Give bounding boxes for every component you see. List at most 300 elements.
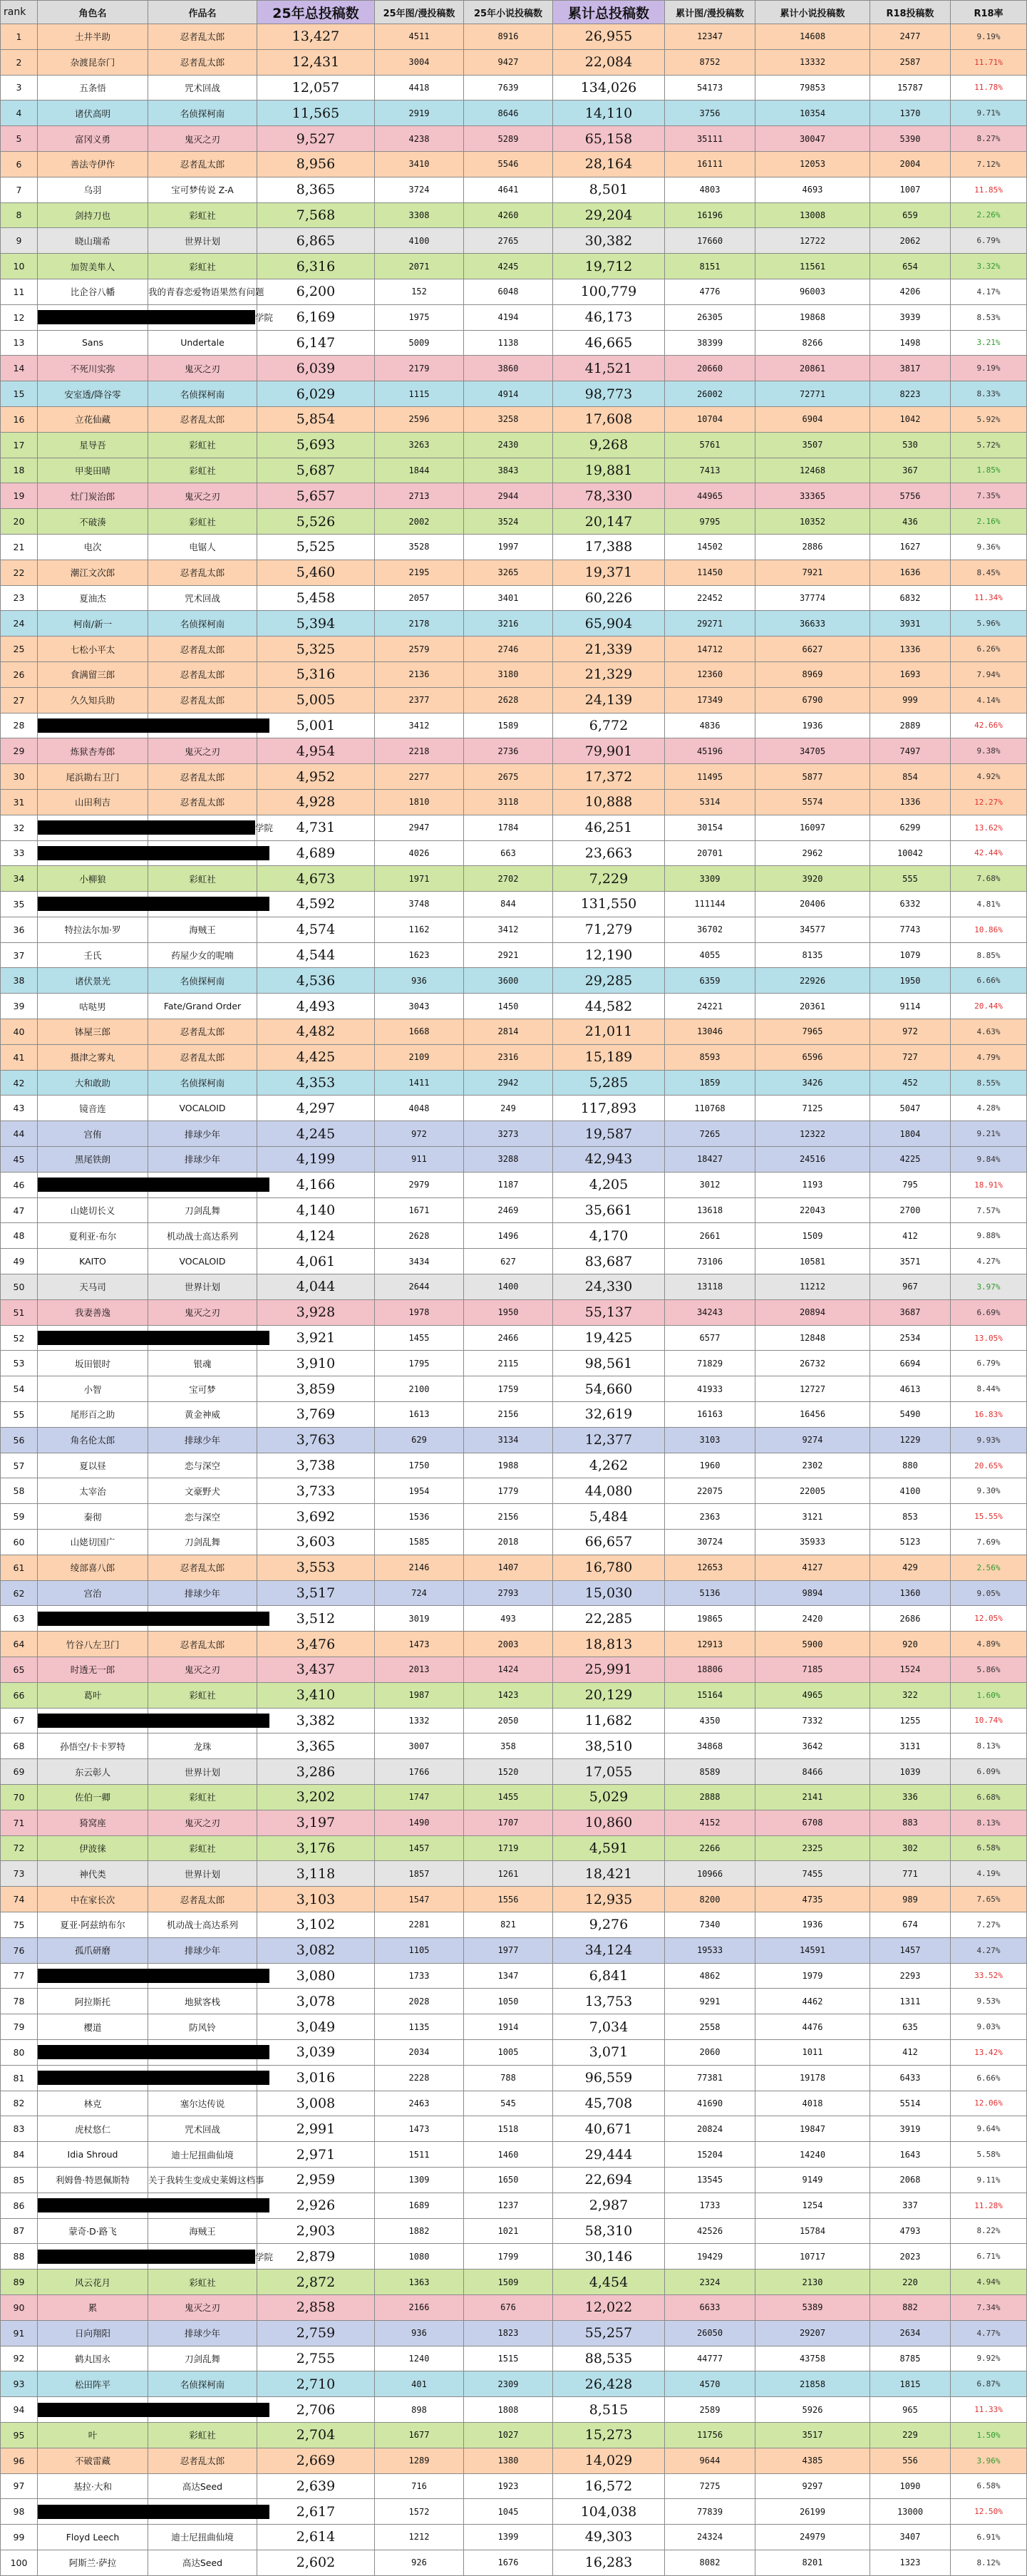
r18-rate-cell: 6.26% (951, 637, 1027, 662)
novels-2025-cell: 1050 (464, 1989, 553, 2014)
table-row[interactable] (1, 1784, 1027, 1810)
total-2025-cell: 2,903 (257, 2218, 375, 2244)
header-row (1, 1, 1027, 24)
total-2025-cell: 3,103 (257, 1887, 375, 1912)
table-row[interactable] (1, 1759, 1027, 1785)
total-cumulative-cell: 30,146 (553, 2244, 665, 2270)
table-row[interactable] (1, 2014, 1027, 2040)
table-row[interactable] (1, 764, 1027, 790)
r18-count-cell: 635 (870, 2014, 951, 2040)
table-row[interactable] (1, 1172, 1027, 1197)
table-row[interactable] (1, 968, 1027, 994)
novels-2025-cell: 1027 (464, 2422, 553, 2448)
r18-rate-cell: 7.27% (951, 1912, 1027, 1937)
header-total-cumulative[interactable]: 累计总投稿数 (553, 1, 665, 24)
redaction-bar (148, 1178, 269, 1192)
rank-cell: 90 (1, 2294, 38, 2320)
work-cell: 排球少年 (148, 2320, 257, 2346)
table-row[interactable] (1, 1299, 1027, 1325)
total-cumulative-cell: 5,285 (553, 1070, 665, 1096)
table-row[interactable] (1, 126, 1027, 152)
rank-cell: 43 (1, 1096, 38, 1121)
images-cumulative-cell: 20824 (665, 2116, 755, 2142)
table-row[interactable] (1, 2244, 1027, 2270)
r18-count-cell: 1815 (870, 2371, 951, 2397)
r18-rate-cell: 1.85% (951, 458, 1027, 483)
images-cumulative-cell: 24324 (665, 2525, 755, 2550)
table-row[interactable] (1, 2065, 1027, 2091)
table-row[interactable] (1, 1912, 1027, 1937)
images-cumulative-cell: 6359 (665, 968, 755, 994)
total-cumulative-cell: 28,164 (553, 151, 665, 177)
table-row[interactable] (1, 509, 1027, 535)
images-cumulative-cell: 1733 (665, 2193, 755, 2218)
novels-cumulative-cell: 43758 (755, 2346, 870, 2371)
rank-cell: 28 (1, 713, 38, 738)
novels-2025-cell: 2050 (464, 1708, 553, 1733)
images-2025-cell: 2377 (375, 687, 464, 713)
table-row[interactable] (1, 381, 1027, 407)
table-row[interactable] (1, 304, 1027, 330)
work-cell (148, 2244, 274, 2270)
r18-rate-cell: 3.97% (951, 1274, 1027, 1300)
rank-cell: 81 (1, 2065, 38, 2091)
images-2025-cell: 4238 (375, 126, 464, 152)
r18-rate-cell: 7.69% (951, 1530, 1027, 1555)
header-total-2025[interactable]: 25年总投稿数 (257, 1, 375, 24)
total-cumulative-cell: 19,371 (553, 560, 665, 585)
novels-2025-cell: 249 (464, 1096, 553, 1121)
total-cumulative-cell: 30,382 (553, 228, 665, 254)
work-cell: 鬼灭之刃 (148, 1299, 257, 1325)
total-2025-cell: 2,602 (257, 2550, 375, 2575)
table-row[interactable] (1, 2116, 1027, 2142)
rank-cell: 50 (1, 1274, 38, 1300)
r18-rate-cell: 8.13% (951, 1733, 1027, 1759)
r18-count-cell: 556 (870, 2448, 951, 2473)
table-row[interactable] (1, 228, 1027, 254)
table-row[interactable] (1, 2422, 1027, 2448)
total-cumulative-cell: 65,158 (553, 126, 665, 152)
character-cell (38, 892, 148, 917)
novels-2025-cell: 2003 (464, 1632, 553, 1657)
total-cumulative-cell: 16,572 (553, 2473, 665, 2499)
work-cell: 鬼灭之刃 (148, 356, 257, 381)
rank-cell: 82 (1, 2091, 38, 2116)
character-cell: 小柳狼 (38, 866, 148, 892)
images-2025-cell: 3724 (375, 177, 464, 202)
images-cumulative-cell: 8200 (665, 1887, 755, 1912)
table-row[interactable] (1, 1682, 1027, 1708)
total-cumulative-cell: 7,229 (553, 866, 665, 892)
redaction-bar (38, 820, 159, 835)
rank-cell: 67 (1, 1708, 38, 1733)
character-cell: 不破雷藏 (38, 2448, 148, 2473)
table-row[interactable] (1, 24, 1027, 50)
r18-rate-cell: 6.79% (951, 1351, 1027, 1376)
table-row[interactable] (1, 2550, 1027, 2575)
table-row[interactable] (1, 2473, 1027, 2499)
images-cumulative-cell: 8593 (665, 1044, 755, 1070)
table-row[interactable] (1, 1937, 1027, 1963)
work-cell: 名侦探柯南 (148, 968, 257, 994)
table-row[interactable] (1, 866, 1027, 892)
novels-cumulative-cell: 7125 (755, 1096, 870, 1121)
table-row[interactable] (1, 2499, 1027, 2525)
images-cumulative-cell: 9291 (665, 1989, 755, 2014)
r18-rate-cell: 4.89% (951, 1632, 1027, 1657)
table-row[interactable] (1, 432, 1027, 458)
table-row[interactable] (1, 483, 1027, 509)
table-row[interactable] (1, 356, 1027, 381)
novels-cumulative-cell: 1254 (755, 2193, 870, 2218)
table-row[interactable] (1, 2294, 1027, 2320)
table-row[interactable] (1, 815, 1027, 840)
table-row[interactable] (1, 942, 1027, 968)
images-cumulative-cell: 2661 (665, 1223, 755, 1249)
header-novels-cumulative[interactable]: 累计小说投稿数 (755, 1, 870, 24)
total-cumulative-cell: 22,694 (553, 2167, 665, 2193)
r18-rate-cell: 7.65% (951, 1887, 1027, 1912)
table-row[interactable] (1, 611, 1027, 637)
table-row[interactable] (1, 1504, 1027, 1530)
total-cumulative-cell: 4,454 (553, 2270, 665, 2295)
header-images-cumulative[interactable]: 累计图/漫投稿数 (665, 1, 755, 24)
table-row[interactable] (1, 713, 1027, 738)
table-row[interactable] (1, 202, 1027, 228)
novels-cumulative-cell: 8201 (755, 2550, 870, 2575)
character-cell: 镜音连 (38, 1096, 148, 1121)
table-row[interactable] (1, 534, 1027, 560)
novels-2025-cell: 1707 (464, 1810, 553, 1835)
r18-count-cell: 5490 (870, 1402, 951, 1428)
r18-rate-cell: 9.93% (951, 1427, 1027, 1453)
table-row[interactable] (1, 1810, 1027, 1835)
novels-2025-cell: 1400 (464, 1274, 553, 1300)
images-cumulative-cell: 110768 (665, 1096, 755, 1121)
total-2025-cell: 4,952 (257, 764, 375, 790)
table-row[interactable] (1, 1580, 1027, 1606)
work-cell (148, 2065, 257, 2091)
total-cumulative-cell: 49,303 (553, 2525, 665, 2550)
images-2025-cell: 3004 (375, 49, 464, 75)
images-2025-cell: 3528 (375, 534, 464, 560)
header-r18-rate[interactable]: R18率 (951, 1, 1027, 24)
table-row[interactable] (1, 2218, 1027, 2244)
r18-count-cell: 5514 (870, 2091, 951, 2116)
total-cumulative-cell: 71,279 (553, 917, 665, 942)
table-row[interactable] (1, 1223, 1027, 1249)
novels-2025-cell: 3216 (464, 611, 553, 637)
rank-cell: 21 (1, 534, 38, 560)
total-cumulative-cell: 6,841 (553, 1963, 665, 1989)
table-row[interactable] (1, 2320, 1027, 2346)
novels-2025-cell: 1650 (464, 2167, 553, 2193)
table-row[interactable] (1, 151, 1027, 177)
table-row[interactable] (1, 1478, 1027, 1504)
novels-cumulative-cell: 19178 (755, 2065, 870, 2091)
r18-count-cell: 659 (870, 202, 951, 228)
total-cumulative-cell: 42,943 (553, 1147, 665, 1173)
rank-cell: 33 (1, 840, 38, 866)
table-row[interactable] (1, 1733, 1027, 1759)
table-row[interactable] (1, 789, 1027, 815)
r18-count-cell: 5390 (870, 126, 951, 152)
total-2025-cell: 4,493 (257, 994, 375, 1019)
work-cell: 机动战士高达系列 (148, 1223, 257, 1249)
table-row[interactable] (1, 637, 1027, 662)
r18-rate-cell: 6.66% (951, 2065, 1027, 2091)
images-2025-cell: 3007 (375, 1733, 464, 1759)
r18-rate-cell: 8.13% (951, 1810, 1027, 1835)
table-row[interactable] (1, 2346, 1027, 2371)
table-row[interactable] (1, 279, 1027, 304)
images-cumulative-cell: 12913 (665, 1632, 755, 1657)
table-row[interactable] (1, 1044, 1027, 1070)
total-2025-cell: 4,954 (257, 738, 375, 764)
table-row[interactable] (1, 2142, 1027, 2168)
novels-2025-cell: 2702 (464, 866, 553, 892)
work-cell: 名侦探柯南 (148, 1070, 257, 1096)
table-row[interactable] (1, 1376, 1027, 1402)
table-row[interactable] (1, 661, 1027, 687)
table-row[interactable] (1, 1197, 1027, 1223)
header-rank[interactable]: rank (1, 1, 38, 24)
r18-rate-cell: 6.87% (951, 2371, 1027, 2397)
table-row[interactable] (1, 1657, 1027, 1683)
work-cell: 彩虹社 (148, 1784, 257, 1810)
novels-2025-cell: 1496 (464, 1223, 553, 1249)
table-row[interactable] (1, 2167, 1027, 2193)
images-cumulative-cell: 6577 (665, 1325, 755, 1351)
images-2025-cell: 716 (375, 2473, 464, 2499)
work-cell: 鬼灭之刃 (148, 1657, 257, 1683)
table-row[interactable] (1, 330, 1027, 356)
r18-count-cell: 1007 (870, 177, 951, 202)
header-r18-count[interactable]: R18投稿数 (870, 1, 951, 24)
table-row[interactable] (1, 1453, 1027, 1478)
table-row[interactable] (1, 2270, 1027, 2295)
r18-count-cell: 654 (870, 254, 951, 279)
work-cell: 迪士尼扭曲仙境 (148, 2142, 257, 2168)
table-row[interactable] (1, 1427, 1027, 1453)
work-suffix: 学院 (255, 2251, 274, 2262)
table-row[interactable] (1, 738, 1027, 764)
work-cell: 排球少年 (148, 1121, 257, 1147)
images-cumulative-cell: 4776 (665, 279, 755, 304)
table-row[interactable] (1, 177, 1027, 202)
table-row[interactable] (1, 1402, 1027, 1428)
table-row[interactable] (1, 1606, 1027, 1632)
total-2025-cell: 4,592 (257, 892, 375, 917)
total-2025-cell: 11,565 (257, 101, 375, 126)
total-cumulative-cell: 17,608 (553, 406, 665, 432)
redaction-bar (148, 1969, 269, 1983)
table-row[interactable] (1, 2091, 1027, 2116)
total-2025-cell: 3,016 (257, 2065, 375, 2091)
header-character[interactable]: 角色名 (38, 1, 148, 24)
table-row[interactable] (1, 458, 1027, 483)
r18-count-cell: 1457 (870, 1937, 951, 1963)
r18-count-cell: 4793 (870, 2218, 951, 2244)
novels-cumulative-cell: 34577 (755, 917, 870, 942)
r18-count-cell: 2023 (870, 2244, 951, 2270)
table-row[interactable] (1, 1555, 1027, 1580)
table-row[interactable] (1, 585, 1027, 611)
table-row[interactable] (1, 49, 1027, 75)
character-cell: 山田利吉 (38, 789, 148, 815)
table-row[interactable] (1, 1147, 1027, 1173)
r18-count-cell: 2004 (870, 151, 951, 177)
images-2025-cell: 3434 (375, 1249, 464, 1274)
r18-rate-cell: 11.34% (951, 585, 1027, 611)
total-cumulative-cell: 21,329 (553, 661, 665, 687)
table-row[interactable] (1, 1835, 1027, 1861)
rank-cell: 100 (1, 2550, 38, 2575)
novels-2025-cell: 1676 (464, 2550, 553, 2575)
table-row[interactable] (1, 840, 1027, 866)
work-cell (148, 840, 257, 866)
work-cell: 咒术回战 (148, 585, 257, 611)
total-cumulative-cell: 10,888 (553, 789, 665, 815)
total-cumulative-cell: 20,147 (553, 509, 665, 535)
total-cumulative-cell: 12,190 (553, 942, 665, 968)
table-row[interactable] (1, 917, 1027, 942)
rank-cell: 38 (1, 968, 38, 994)
novels-2025-cell: 1518 (464, 2116, 553, 2142)
images-2025-cell: 2109 (375, 1044, 464, 1070)
table-row[interactable] (1, 2039, 1027, 2065)
novels-2025-cell: 4641 (464, 177, 553, 202)
total-cumulative-cell: 15,273 (553, 2422, 665, 2448)
r18-count-cell: 3407 (870, 2525, 951, 2550)
table-row[interactable] (1, 2448, 1027, 2473)
table-row[interactable] (1, 1861, 1027, 1887)
novels-cumulative-cell: 7332 (755, 1708, 870, 1733)
r18-count-cell: 2062 (870, 228, 951, 254)
novels-cumulative-cell: 2130 (755, 2270, 870, 2295)
character-cell: Floyd Leech (38, 2525, 148, 2550)
novels-2025-cell: 7639 (464, 75, 553, 101)
images-2025-cell: 3748 (375, 892, 464, 917)
images-2025-cell: 2644 (375, 1274, 464, 1300)
rank-cell: 63 (1, 1606, 38, 1632)
r18-rate-cell: 4.19% (951, 1861, 1027, 1887)
r18-count-cell: 3817 (870, 356, 951, 381)
images-cumulative-cell: 77381 (665, 2065, 755, 2091)
images-cumulative-cell: 22075 (665, 1478, 755, 1504)
redaction-bar (148, 310, 255, 324)
character-cell: 炼狱杏寿郎 (38, 738, 148, 764)
header-work[interactable]: 作品名 (148, 1, 257, 24)
r18-count-cell: 3131 (870, 1733, 951, 1759)
table-row[interactable] (1, 2397, 1027, 2423)
table-row[interactable] (1, 254, 1027, 279)
table-row[interactable] (1, 1989, 1027, 2014)
table-row[interactable] (1, 101, 1027, 126)
r18-rate-cell: 4.14% (951, 687, 1027, 713)
table-row[interactable] (1, 994, 1027, 1019)
novels-cumulative-cell: 3920 (755, 866, 870, 892)
novels-2025-cell: 358 (464, 1733, 553, 1759)
table-row[interactable] (1, 75, 1027, 101)
novels-cumulative-cell: 8266 (755, 330, 870, 356)
r18-count-cell: 4613 (870, 1376, 951, 1402)
novels-2025-cell: 663 (464, 840, 553, 866)
table-row[interactable] (1, 1274, 1027, 1300)
table-row[interactable] (1, 406, 1027, 432)
table-row[interactable] (1, 1325, 1027, 1351)
header-images-2025[interactable]: 25年图/漫投稿数 (375, 1, 464, 24)
work-cell: 名侦探柯南 (148, 381, 257, 407)
images-cumulative-cell: 7413 (665, 458, 755, 483)
r18-count-cell: 853 (870, 1504, 951, 1530)
rank-cell: 95 (1, 2422, 38, 2448)
total-cumulative-cell: 17,388 (553, 534, 665, 560)
table-row[interactable] (1, 1096, 1027, 1121)
novels-cumulative-cell: 10352 (755, 509, 870, 535)
character-cell: 山姥切国广 (38, 1530, 148, 1555)
table-row[interactable] (1, 1530, 1027, 1555)
novels-2025-cell: 1515 (464, 2346, 553, 2371)
table-row[interactable] (1, 687, 1027, 713)
r18-rate-cell: 18.91% (951, 1172, 1027, 1197)
total-2025-cell: 13,427 (257, 24, 375, 50)
table-row[interactable] (1, 1121, 1027, 1147)
novels-cumulative-cell: 37774 (755, 585, 870, 611)
character-cell: 土井半助 (38, 24, 148, 50)
total-2025-cell: 4,544 (257, 942, 375, 968)
novels-2025-cell: 1977 (464, 1937, 553, 1963)
rank-cell: 31 (1, 789, 38, 815)
novels-2025-cell: 1808 (464, 2397, 553, 2423)
novels-cumulative-cell: 4385 (755, 2448, 870, 2473)
images-cumulative-cell: 22452 (665, 585, 755, 611)
novels-2025-cell: 1823 (464, 2320, 553, 2346)
rank-cell: 15 (1, 381, 38, 407)
r18-rate-cell: 9.30% (951, 1478, 1027, 1504)
redaction-bar (38, 1714, 159, 1728)
table-row[interactable] (1, 560, 1027, 585)
table-row[interactable] (1, 1708, 1027, 1733)
images-cumulative-cell: 13545 (665, 2167, 755, 2193)
table-row[interactable] (1, 1019, 1027, 1045)
total-cumulative-cell: 19,587 (553, 1121, 665, 1147)
total-2025-cell: 8,365 (257, 177, 375, 202)
work-cell: 彩虹社 (148, 2270, 257, 2295)
r18-rate-cell: 5.86% (951, 1657, 1027, 1683)
images-cumulative-cell: 45196 (665, 738, 755, 764)
table-row[interactable] (1, 2371, 1027, 2397)
table-row[interactable] (1, 2193, 1027, 2218)
novels-cumulative-cell: 4476 (755, 2014, 870, 2040)
table-row[interactable] (1, 2525, 1027, 2550)
table-row[interactable] (1, 1249, 1027, 1274)
table-row[interactable] (1, 1351, 1027, 1376)
table-row[interactable] (1, 1632, 1027, 1657)
images-2025-cell: 2195 (375, 560, 464, 585)
table-row[interactable] (1, 892, 1027, 917)
table-row[interactable] (1, 1963, 1027, 1989)
character-cell: 中在家长次 (38, 1887, 148, 1912)
rank-cell: 61 (1, 1555, 38, 1580)
table-row[interactable] (1, 1070, 1027, 1096)
character-cell: 叶 (38, 2422, 148, 2448)
table-row[interactable] (1, 1887, 1027, 1912)
novels-cumulative-cell: 30047 (755, 126, 870, 152)
work-cell: 文豪野犬 (148, 1478, 257, 1504)
header-novels-2025[interactable]: 25年小说投稿数 (464, 1, 553, 24)
